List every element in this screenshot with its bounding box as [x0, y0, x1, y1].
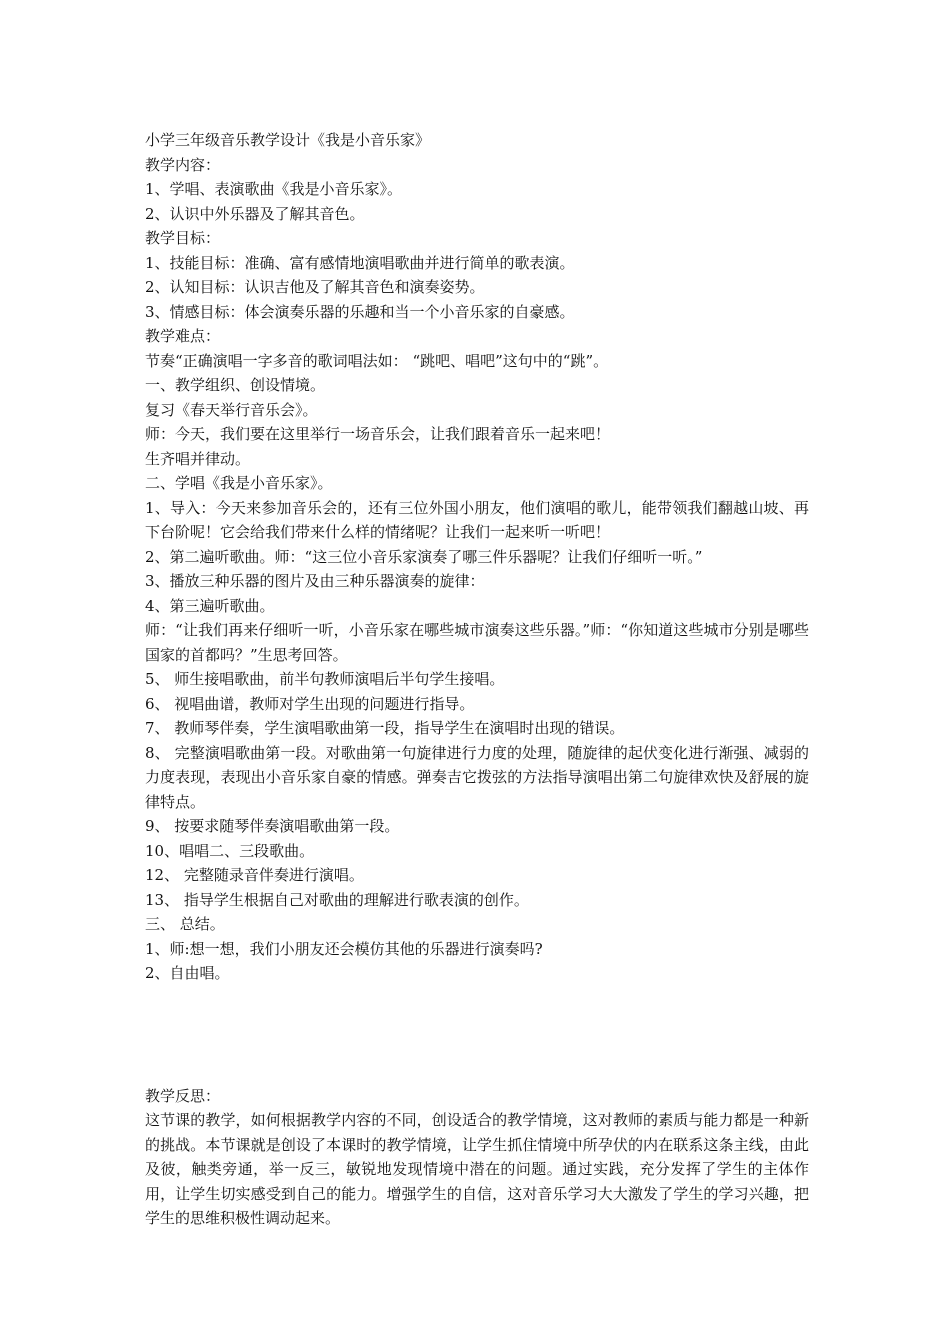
text-line: 二、学唱《我是小音乐家》。: [145, 474, 333, 492]
text-line: 师：今天，我们要在这里举行一场音乐会，让我们跟着音乐一起来吧！: [145, 425, 611, 443]
reflection-heading: 教学反思：: [145, 1086, 221, 1105]
text-line: 教学目标：: [145, 229, 221, 247]
text-line: 教学内容：: [145, 155, 221, 174]
text-line: 生齐唱并律动。: [145, 449, 251, 468]
text-line: 2、第二遍听歌曲。师：“这三位小音乐家演奏了哪三件乐器呢？让我们仔细听一听。”: [145, 547, 703, 566]
text-line: 10、唱唱二、三段歌曲。: [145, 841, 315, 860]
text-line: 1、学唱、表演歌曲《我是小音乐家》。: [145, 180, 403, 198]
spacer: [145, 986, 809, 1084]
text-line: 节奏“正确演唱一字多音的歌词唱法如： “跳吧、唱吧”这句中的“跳”。: [145, 351, 609, 370]
text-line: 3、播放三种乐器的图片及由三种乐器演奏的旋律：: [145, 572, 485, 590]
text-line: 一、教学组织、创设情境。: [145, 376, 326, 394]
text-line: 9、 按要求随琴伴奏演唱歌曲第一段。: [145, 817, 400, 835]
document-title: 小学三年级音乐教学设计《我是小音乐家》: [145, 131, 431, 149]
text-line: 12、 完整随录音伴奏进行演唱。: [145, 866, 364, 884]
text-line: 1、技能目标：准确、富有感情地演唱歌曲并进行简单的歌表演。: [145, 253, 575, 272]
text-line: 2、认识中外乐器及了解其音色。: [145, 204, 365, 223]
text-line: 教学难点：: [145, 327, 221, 345]
text-line: 13、 指导学生根据自己对歌曲的理解进行歌表演的创作。: [145, 890, 529, 909]
text-line: 2、认知目标：认识吉他及了解其音色和演奏姿势。: [145, 278, 485, 296]
paragraph-teacher-question: 师：“让我们再来仔细听一听，小音乐家在哪些城市演奏这些乐器。”师：“你知道这些城市分别是哪些国家的首都吗？”生思考回答。: [145, 621, 809, 664]
text-line: 复习《春天举行音乐会》。: [145, 400, 318, 419]
text-line: 7、 教师琴伴奏，学生演唱歌曲第一段，指导学生在演唱时出现的错误。: [145, 719, 625, 737]
text-line: 1、师:想一想，我们小朋友还会模仿其他的乐器进行演奏吗?: [145, 939, 543, 958]
text-line: 三、 总结。: [145, 915, 225, 933]
text-line: 4、第三遍听歌曲。: [145, 596, 275, 615]
text-line: 6、 视唱曲谱，教师对学生出现的问题进行指导。: [145, 694, 475, 713]
text-line: 5、 师生接唱歌曲，前半句教师演唱后半句学生接唱。: [145, 670, 505, 688]
paragraph-step-8: 8、 完整演唱歌曲第一段。对歌曲第一句旋律进行力度的处理，随旋律的起伏变化进行渐强、减弱的力度表现，表现出小音乐家自豪的情感。弹奏吉它拨弦的方法指导演唱出第二句旋律欢快及舒展的旋律特点。: [145, 743, 809, 811]
text-line: 2、自由唱。: [145, 964, 230, 982]
document-page: [145, 128, 809, 1231]
paragraph-intro: 1、导入：今天来参加音乐会的，还有三位外国小朋友，他们演唱的歌儿，能带领我们翻越山坡、再下台阶呢！它会给我们带来什么样的情绪呢？让我们一起来听一听吧！: [145, 498, 809, 541]
text-line: 3、情感目标：体会演奏乐器的乐趣和当一个小音乐家的自豪感。: [145, 302, 575, 321]
reflection-paragraph: 这节课的教学，如何根据教学内容的不同，创设适合的教学情境，这对教师的素质与能力都是一种新的挑战。本节课就是创设了本课时的教学情境，让学生抓住情境中所孕伏的内在联系这条主线，由此及彼，触类旁通，举一反三，敏锐地发现情境中潜在的问题。通过实践，充分发挥了学生的主体作用，让学生切实感受到自己的能力。增强学生的自信，这对音乐学习大大激发了学生的学习兴趣，把学生的思维积极性调动起来。: [145, 1111, 809, 1227]
